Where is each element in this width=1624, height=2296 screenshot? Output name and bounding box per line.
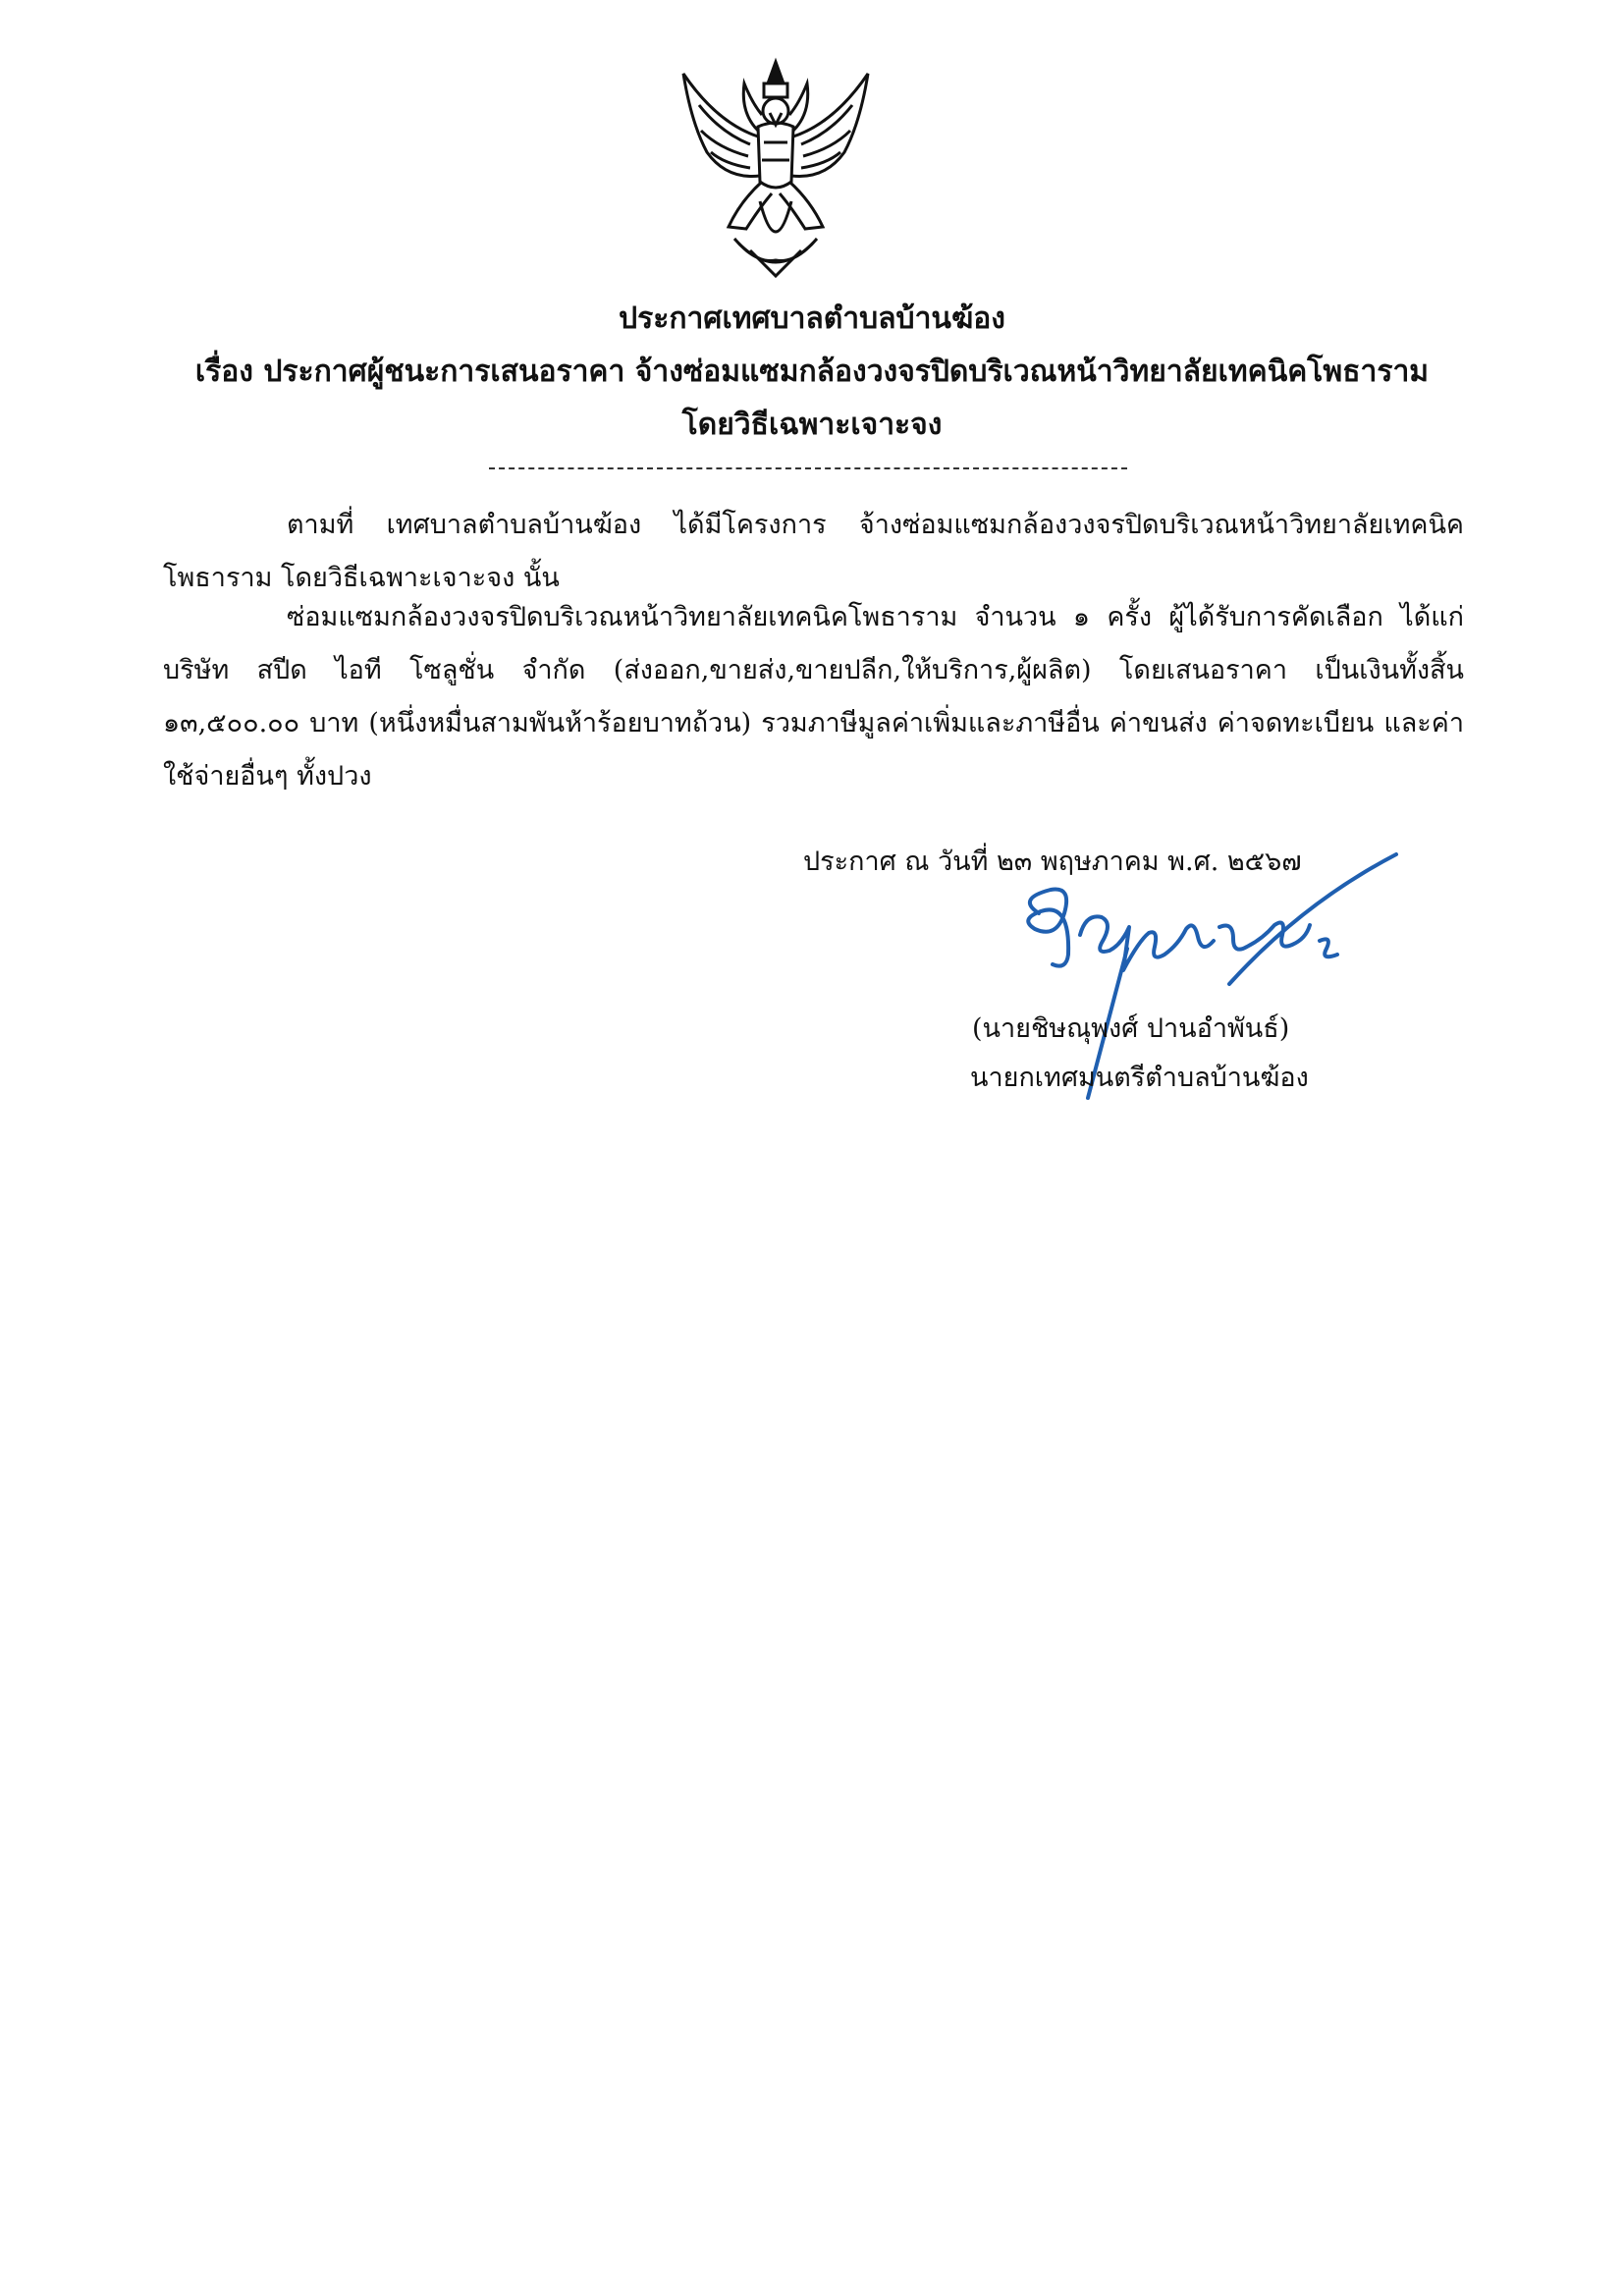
signer-position: นายกเทศมนตรีตำบลบ้านฆ้อง: [970, 1063, 1309, 1093]
signer-name: (นายชิษณุพงศ์ ปานอำพันธ์): [972, 1013, 1290, 1044]
body-paragraph-1: ตามที่ เทศบาลตำบลบ้านฆ้อง ได้มีโครงการ จ้างซ่อมแซมกล้องวงจรปิดบริเวณหน้าวิทยาลัยเทคนิคโพธาราม โดยวิธีเฉพาะเจาะจง นั้น: [163, 510, 1464, 593]
signature-icon: [1011, 845, 1424, 1159]
title-divider: [489, 467, 1127, 469]
announcement-title: ประกาศเทศบาลตำบลบ้านฆ้อง: [619, 301, 1005, 336]
garuda-emblem-icon: [677, 54, 874, 290]
body-paragraph-2: ซ่อมแซมกล้องวงจรปิดบริเวณหน้าวิทยาลัยเทคนิคโพธาราม จำนวน ๑ ครั้ง ผู้ได้รับการคัดเลือก ได้แก่ บริษัท สปีด ไอที โซลูชั่น จำกัด (ส่งออก,ขายส่ง,ขายปลีก,ให้บริการ,ผู้ผลิต) โดยเสนอราคา เป็นเงินทั้งสิ้น ๑๓,๕๐๐.๐๐ บาท (หนึ่งหมื่นสามพันห้าร้อยบาทถ้วน) รวมภาษีมูลค่าเพิ่มและภาษีอื่น ค่าขนส่ง ค่าจดทะเบียน และค่าใช้จ่ายอื่นๆ ทั้งปวง: [163, 602, 1464, 792]
announcement-subject: เรื่อง ประกาศผู้ชนะการเสนอราคา จ้างซ่อมแซมกล้องวงจรปิดบริเวณหน้าวิทยาลัยเทคนิคโพธาราม: [194, 355, 1430, 389]
announcement-date: ประกาศ ณ วันที่ ๒๓ พฤษภาคม พ.ศ. ๒๕๖๗: [803, 847, 1302, 877]
procurement-method: โดยวิธีเฉพาะเจาะจง: [681, 408, 943, 442]
